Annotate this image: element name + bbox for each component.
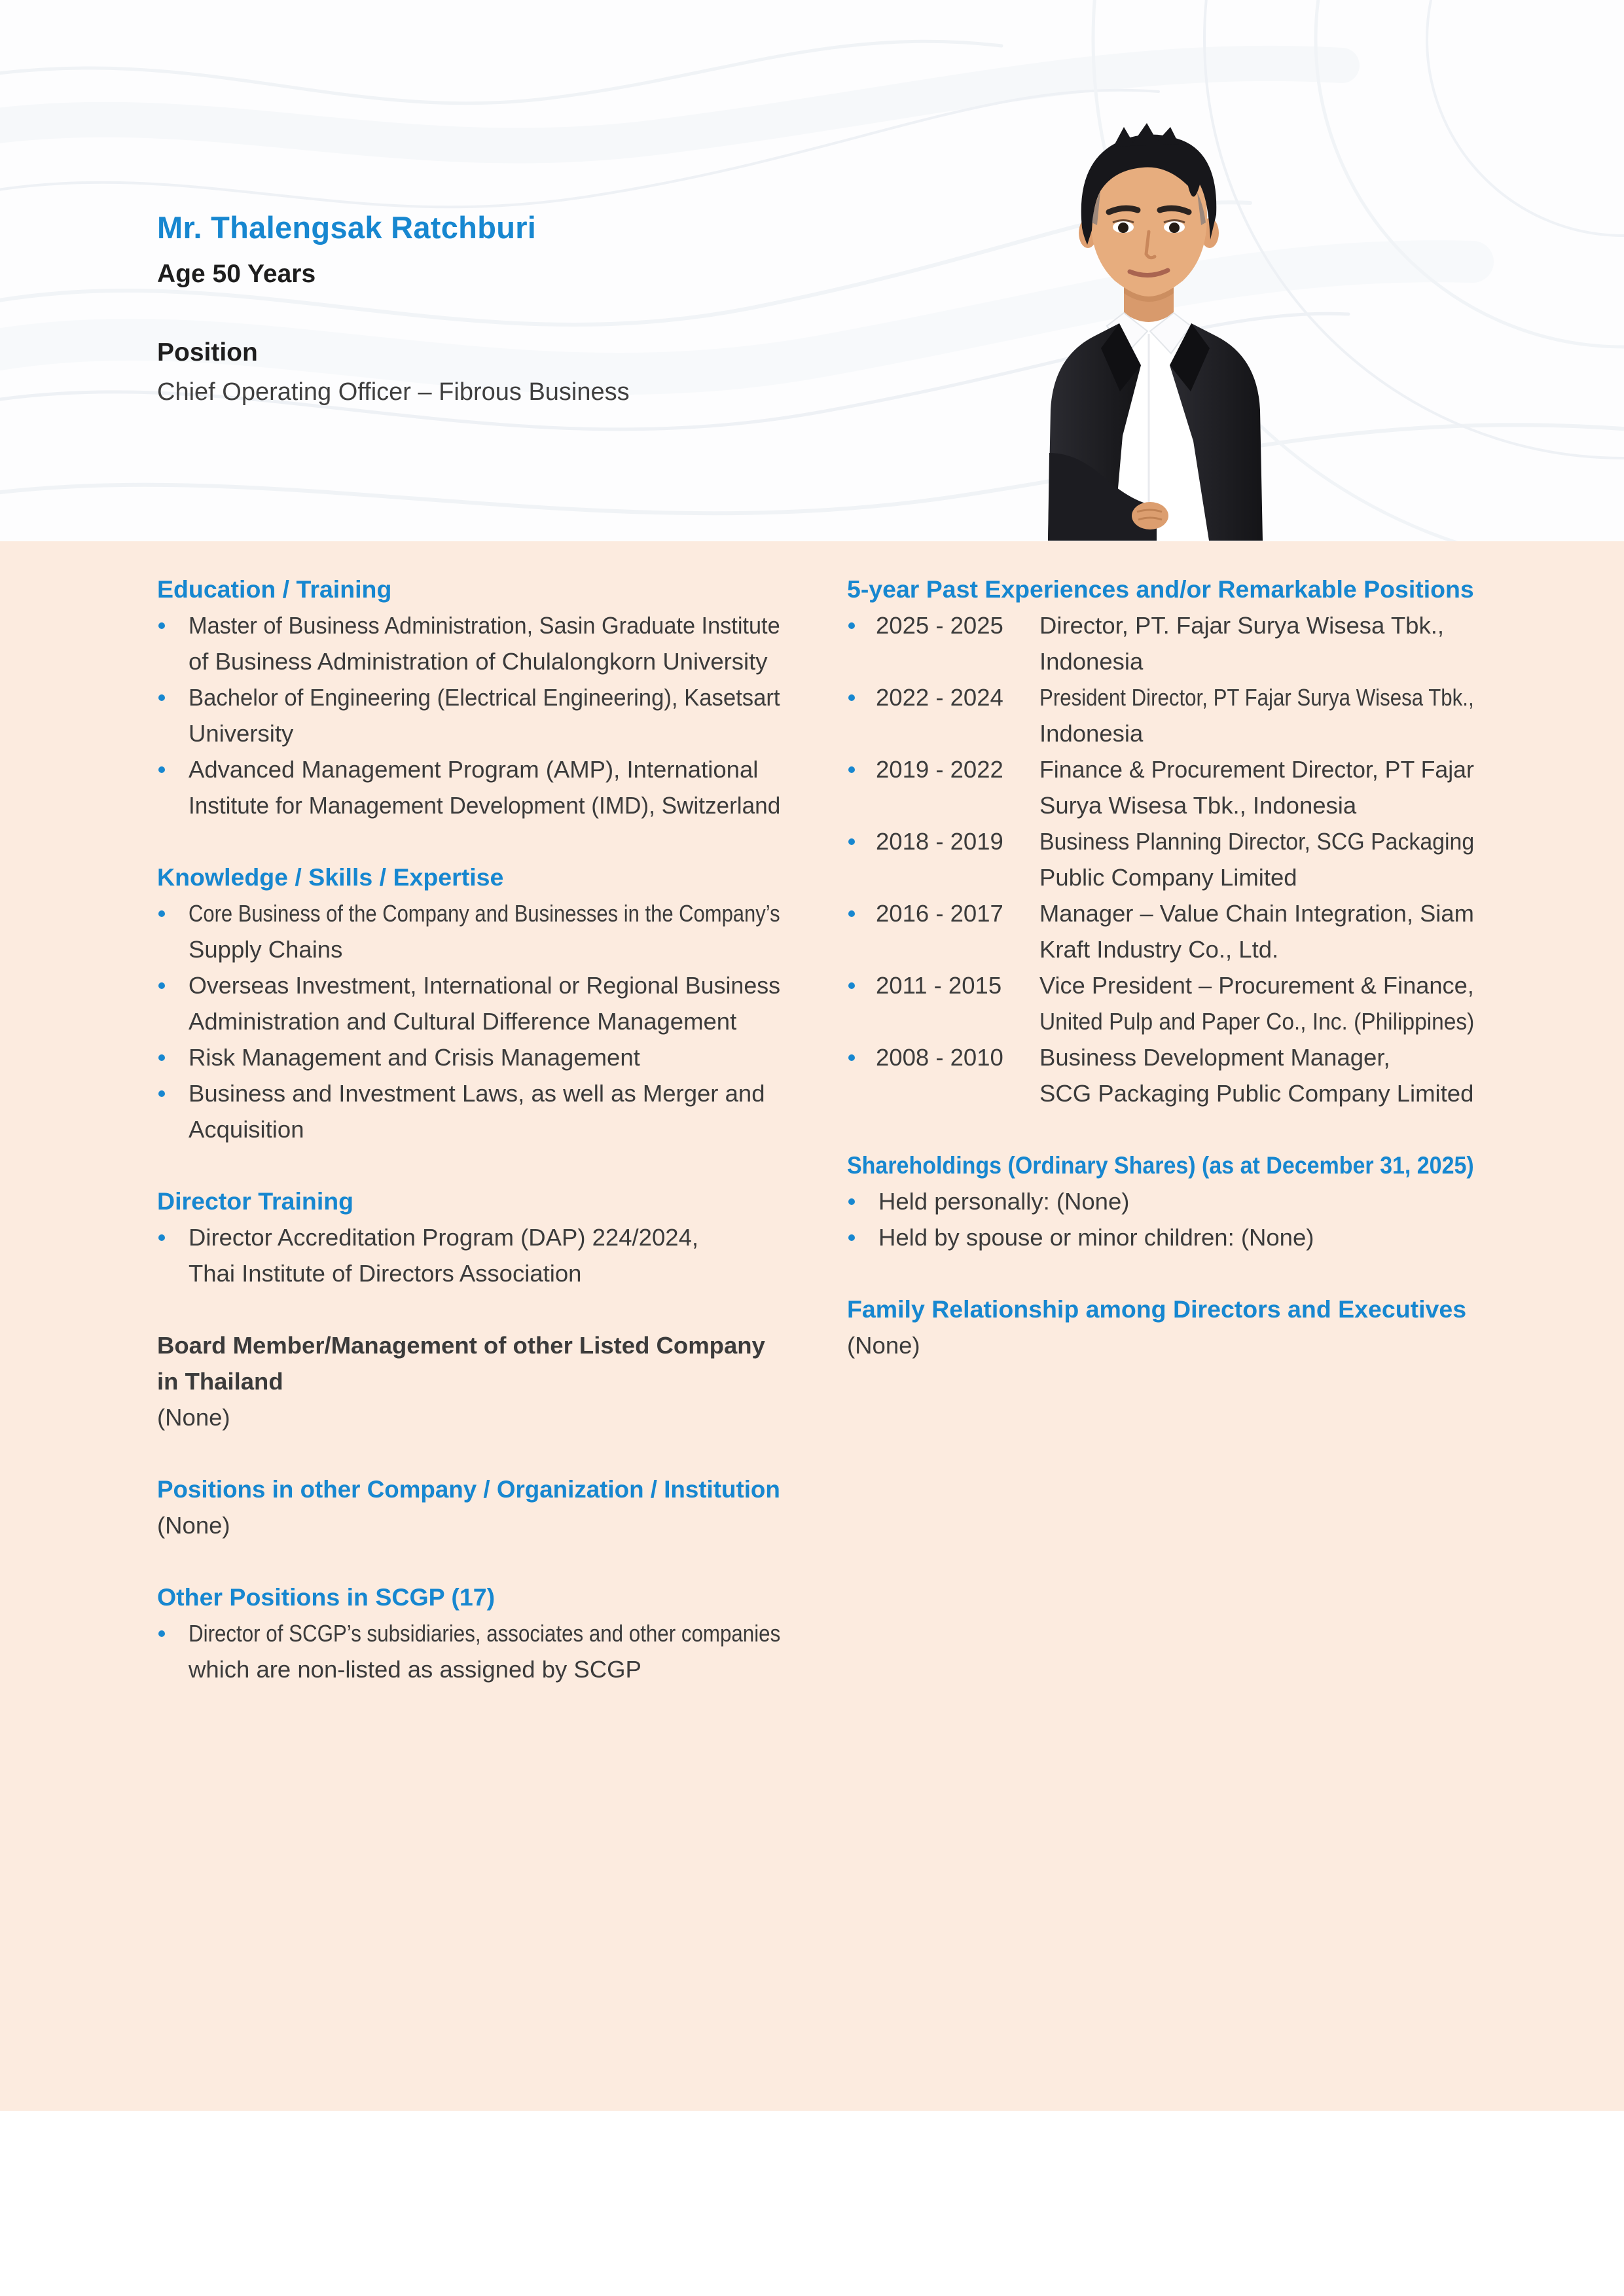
director-training-list [157, 1219, 780, 1291]
list-item-text [189, 607, 780, 679]
section-heading-past-experiences: 5-year Past Experiences and/or Remarkable Positions [847, 575, 1474, 603]
list-item [847, 1219, 1474, 1255]
experience-role-line: President Director, PT Fajar Surya Wisesa Tbk., [1039, 684, 1474, 711]
list-item-line: Administration and Cultural Difference Management [189, 1008, 737, 1035]
bullet-icon [157, 967, 189, 1039]
experience-years: 2018 - 2019 [876, 828, 1003, 855]
bullet-icon [157, 1039, 189, 1075]
list-item-text [189, 679, 780, 751]
list-item-line: Risk Management and Crisis Management [189, 1044, 640, 1071]
hero-section [0, 0, 1624, 541]
bullet-icon [847, 1219, 878, 1255]
experience-row [847, 895, 1474, 967]
list-item-line: Thai Institute of Directors Association [189, 1260, 582, 1287]
section-heading-knowledge: Knowledge / Skills / Expertise [157, 863, 504, 891]
portrait-eye [1118, 223, 1128, 233]
bullet-icon [847, 1183, 878, 1219]
list-item-line: of Business Administration of Chulalongkorn University [189, 648, 768, 675]
list-item-text [878, 1219, 1474, 1255]
experience-row [847, 967, 1474, 1039]
list-item [157, 1075, 780, 1147]
education-list [157, 607, 780, 823]
list-item-line: Held personally: (None) [878, 1188, 1130, 1215]
experience-years: 2016 - 2017 [876, 900, 1003, 927]
section-knowledge [157, 859, 780, 1147]
section-family-relationship [847, 1291, 1474, 1363]
section-heading-board-member [157, 1327, 780, 1399]
experience-role [1039, 1039, 1474, 1111]
left-column [157, 571, 780, 1687]
list-item-text [189, 1219, 780, 1291]
list-item-text [189, 967, 780, 1039]
section-director-training [157, 1183, 780, 1291]
section-heading-scgp-positions: Other Positions in SCGP (17) [157, 1583, 496, 1611]
list-item-line: Core Business of the Company and Businesses in the Company’s [189, 900, 780, 927]
shareholdings-list [847, 1183, 1474, 1255]
list-item [157, 1219, 780, 1291]
heading-line: in Thailand [157, 1368, 283, 1395]
profile-details-section [0, 541, 1624, 2111]
list-item-text [878, 1183, 1474, 1219]
heading-line: Board Member/Management of other Listed Company [157, 1332, 765, 1359]
list-item [157, 895, 780, 967]
list-item-line: Bachelor of Engineering (Electrical Engineering), Kasetsart [189, 684, 780, 711]
experience-role-line: Surya Wisesa Tbk., Indonesia [1039, 792, 1357, 819]
experience-role-line: Finance & Procurement Director, PT Fajar [1039, 756, 1474, 783]
experience-role-line: Director, PT. Fajar Surya Wisesa Tbk., [1039, 612, 1444, 639]
list-item-line: Master of Business Administration, Sasin Graduate Institute [189, 612, 780, 639]
portrait-eye [1169, 223, 1180, 233]
knowledge-list [157, 895, 780, 1147]
list-item [157, 679, 780, 751]
experience-role-line: Indonesia [1039, 648, 1144, 675]
section-board-member-listed [157, 1327, 780, 1435]
experience-years: 2008 - 2010 [876, 1044, 1003, 1071]
none-value: (None) [157, 1512, 230, 1539]
list-item-text [189, 895, 780, 967]
none-value: (None) [847, 1332, 920, 1359]
list-item-line: Director of SCGP’s subsidiaries, associates and other companies [189, 1620, 781, 1647]
experience-role-line: Kraft Industry Co., Ltd. [1039, 936, 1279, 963]
scgp-positions-list [157, 1615, 780, 1687]
position-value: Chief Operating Officer – Fibrous Business [157, 378, 630, 406]
experience-role-line: Business Planning Director, SCG Packaging [1039, 828, 1475, 855]
experience-role [1039, 679, 1474, 751]
list-item-text [189, 1039, 780, 1075]
list-item-text [189, 751, 780, 823]
section-scgp-positions [157, 1579, 780, 1687]
bullet-icon [157, 895, 189, 967]
experience-years: 2025 - 2025 [876, 612, 1003, 639]
section-heading-other-company-positions: Positions in other Company / Organization / Institution [157, 1475, 780, 1503]
experience-role [1039, 607, 1474, 679]
list-item [157, 607, 780, 679]
bullet-icon [847, 607, 876, 679]
experience-role-line: SCG Packaging Public Company Limited [1039, 1080, 1474, 1107]
section-heading-director-training: Director Training [157, 1187, 354, 1215]
experience-role-line: Business Development Manager, [1039, 1044, 1390, 1071]
experience-years: 2019 - 2022 [876, 756, 1003, 783]
list-item-line: which are non-listed as assigned by SCGP [189, 1656, 641, 1683]
none-value: (None) [157, 1404, 230, 1431]
experience-role [1039, 823, 1474, 895]
bullet-icon [157, 1615, 189, 1687]
bullet-icon [157, 751, 189, 823]
bullet-icon [847, 679, 876, 751]
list-item-line: Acquisition [189, 1116, 304, 1143]
experience-row [847, 679, 1474, 751]
experience-role-line: Vice President – Procurement & Finance, [1039, 972, 1474, 999]
bullet-icon [847, 1039, 876, 1111]
section-heading-shareholdings: Shareholdings (Ordinary Shares) (as at December 31, 2025) [847, 1151, 1474, 1179]
position-label: Position [157, 338, 258, 367]
list-item-line: Advanced Management Program (AMP), International [189, 756, 759, 783]
list-item [157, 751, 780, 823]
section-heading-family-relationship: Family Relationship among Directors and Executives [847, 1295, 1467, 1323]
section-past-experiences [847, 571, 1474, 1111]
list-item [847, 1183, 1474, 1219]
list-item-line: Overseas Investment, International or Regional Business [189, 972, 781, 999]
list-item [157, 1039, 780, 1075]
experience-role-line: Indonesia [1039, 720, 1144, 747]
experience-role [1039, 967, 1474, 1039]
bullet-icon [847, 967, 876, 1039]
bullet-icon [157, 1075, 189, 1147]
experience-role-line: United Pulp and Paper Co., Inc. (Philippines) [1039, 1008, 1475, 1035]
portrait-photo [985, 82, 1326, 541]
section-shareholdings [847, 1147, 1474, 1255]
right-column [847, 571, 1474, 1363]
bullet-icon [847, 895, 876, 967]
person-age: Age 50 Years [157, 260, 316, 288]
section-education [157, 571, 780, 823]
experience-years: 2022 - 2024 [876, 684, 1003, 711]
bullet-icon [157, 607, 189, 679]
bullet-icon [157, 679, 189, 751]
bullet-icon [157, 1219, 189, 1291]
bullet-icon [847, 751, 876, 823]
list-item-text [189, 1615, 780, 1687]
experience-role [1039, 895, 1474, 967]
list-item-text [189, 1075, 780, 1147]
experience-years: 2011 - 2015 [876, 972, 1002, 999]
list-item-line: University [189, 720, 294, 747]
experience-row [847, 1039, 1474, 1111]
list-item-line: Director Accreditation Program (DAP) 224/2024, [189, 1224, 699, 1251]
list-item-line: Supply Chains [189, 936, 343, 963]
portrait-hand [1132, 502, 1168, 529]
experience-role [1039, 751, 1474, 823]
list-item [157, 967, 780, 1039]
experience-row [847, 607, 1474, 679]
section-other-company-positions [157, 1471, 780, 1543]
list-item [157, 1615, 780, 1687]
experience-row [847, 751, 1474, 823]
person-name: Mr. Thalengsak Ratchburi [157, 210, 537, 245]
experience-row [847, 823, 1474, 895]
bullet-icon [847, 823, 876, 895]
section-heading-education: Education / Training [157, 575, 392, 603]
list-item-line: Business and Investment Laws, as well as Merger and [189, 1080, 765, 1107]
experience-role-line: Public Company Limited [1039, 864, 1297, 891]
list-item-line: Institute for Management Development (IMD), Switzerland [189, 792, 781, 819]
list-item-line: Held by spouse or minor children: (None) [878, 1224, 1314, 1251]
hero-text-block [157, 209, 943, 407]
experience-role-line: Manager – Value Chain Integration, Siam [1039, 900, 1474, 927]
